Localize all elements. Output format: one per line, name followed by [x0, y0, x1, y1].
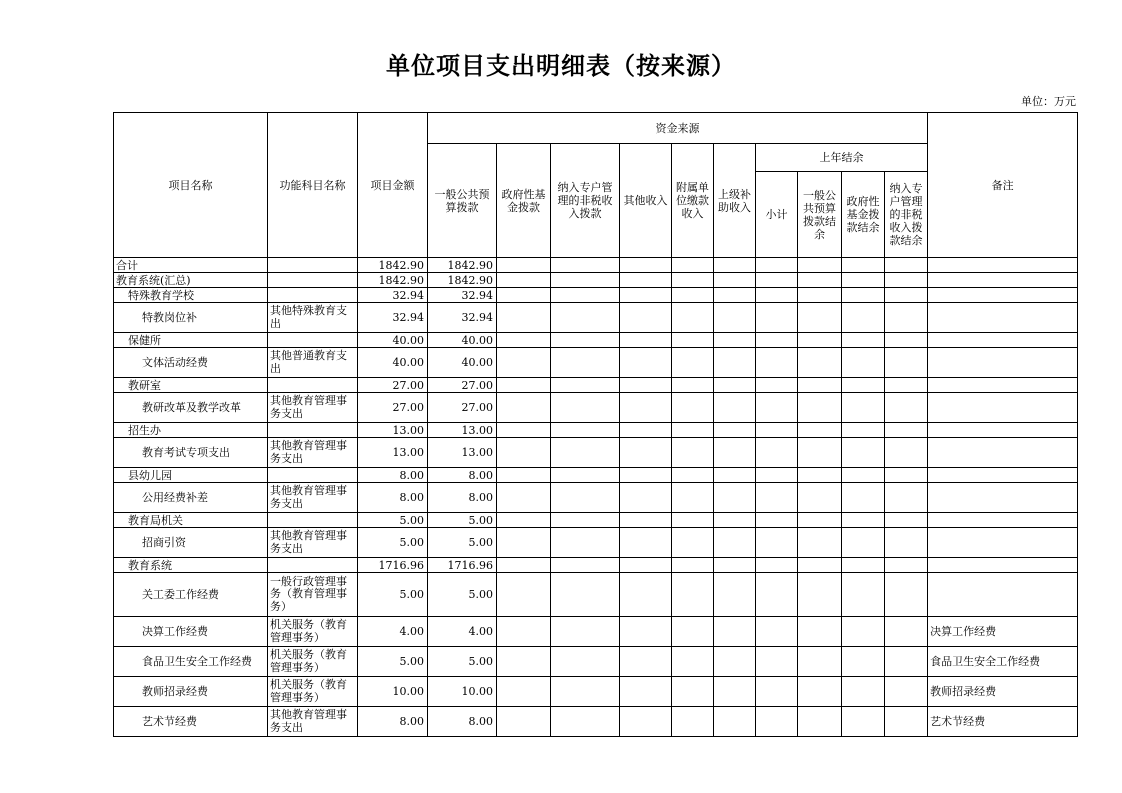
row-name: 教研室	[114, 378, 268, 393]
header-function-name: 功能科目名称	[268, 113, 358, 258]
table-row	[114, 573, 1078, 617]
table-row	[114, 348, 1078, 378]
header-prior-special: 纳入专户管理的非税收入拨款结余	[885, 172, 928, 258]
row-function: 机关服务（教育管理事务）	[268, 647, 358, 677]
table-row	[114, 677, 1078, 707]
row-function	[268, 258, 358, 273]
row-note	[928, 558, 1078, 573]
row-note	[928, 273, 1078, 288]
table-row	[114, 273, 1078, 288]
row-name: 关工委工作经费	[114, 573, 268, 617]
row-note	[928, 423, 1078, 438]
row-amount: 5.00	[358, 647, 428, 677]
row-note	[928, 333, 1078, 348]
expenditure-table	[113, 112, 1078, 737]
row-amount: 27.00	[358, 393, 428, 423]
row-general: 5.00	[428, 528, 497, 558]
row-name: 教研改革及教学改革	[114, 393, 268, 423]
row-function: 其他教育管理事务支出	[268, 707, 358, 737]
row-general: 5.00	[428, 513, 497, 528]
row-name: 教育系统	[114, 558, 268, 573]
row-general: 1842.90	[428, 258, 497, 273]
unit-label: 单位：万元	[1021, 95, 1076, 108]
row-name: 招生办	[114, 423, 268, 438]
row-general: 4.00	[428, 617, 497, 647]
table-row	[114, 288, 1078, 303]
row-general: 5.00	[428, 647, 497, 677]
row-name: 特教岗位补	[114, 303, 268, 333]
table-row	[114, 333, 1078, 348]
row-amount: 10.00	[358, 677, 428, 707]
row-general: 32.94	[428, 288, 497, 303]
row-general: 32.94	[428, 303, 497, 333]
row-amount: 1716.96	[358, 558, 428, 573]
row-note	[928, 468, 1078, 483]
table-row	[114, 528, 1078, 558]
row-general: 27.00	[428, 378, 497, 393]
row-note	[928, 288, 1078, 303]
row-function	[268, 333, 358, 348]
row-name: 公用经费补差	[114, 483, 268, 513]
header-prior-gov-fund: 政府性基金拨款结余	[842, 172, 885, 258]
page-title: 单位项目支出明细表（按来源）	[386, 52, 736, 80]
row-function: 机关服务（教育管理事务）	[268, 677, 358, 707]
header-general-public: 一般公共预算拨款	[428, 144, 497, 258]
row-name: 教育考试专项支出	[114, 438, 268, 468]
row-function: 其他特殊教育支出	[268, 303, 358, 333]
row-note	[928, 303, 1078, 333]
header-gov-fund: 政府性基金拨款	[497, 144, 551, 258]
table-row	[114, 707, 1078, 737]
row-amount: 5.00	[358, 528, 428, 558]
row-general: 40.00	[428, 333, 497, 348]
row-function	[268, 273, 358, 288]
row-note	[928, 393, 1078, 423]
header-amount: 项目金额	[358, 113, 428, 258]
table-row	[114, 438, 1078, 468]
row-note	[928, 258, 1078, 273]
header-superior-subsidy: 上级补助收入	[714, 144, 756, 258]
row-name: 艺术节经费	[114, 707, 268, 737]
row-function	[268, 288, 358, 303]
row-note: 教师招录经费	[928, 677, 1078, 707]
row-name: 县幼儿园	[114, 468, 268, 483]
row-amount: 40.00	[358, 348, 428, 378]
row-general: 13.00	[428, 423, 497, 438]
row-function: 其他教育管理事务支出	[268, 528, 358, 558]
table-row	[114, 378, 1078, 393]
row-amount: 8.00	[358, 707, 428, 737]
row-name: 招商引资	[114, 528, 268, 558]
row-name: 特殊教育学校	[114, 288, 268, 303]
header-affiliated: 附属单位缴款收入	[672, 144, 714, 258]
row-amount: 40.00	[358, 333, 428, 348]
row-function: 其他普通教育支出	[268, 348, 358, 378]
row-amount: 8.00	[358, 468, 428, 483]
row-note	[928, 438, 1078, 468]
header-other-income: 其他收入	[620, 144, 672, 258]
row-amount: 5.00	[358, 573, 428, 617]
row-amount: 27.00	[358, 378, 428, 393]
row-note	[928, 348, 1078, 378]
table-row	[114, 423, 1078, 438]
row-amount: 5.00	[358, 513, 428, 528]
row-general: 40.00	[428, 348, 497, 378]
row-note	[928, 528, 1078, 558]
row-amount: 13.00	[358, 438, 428, 468]
row-function: 机关服务（教育管理事务）	[268, 617, 358, 647]
table-row	[114, 303, 1078, 333]
header-project-name: 项目名称	[114, 113, 268, 258]
row-name: 文体活动经费	[114, 348, 268, 378]
row-general: 8.00	[428, 483, 497, 513]
row-name: 决算工作经费	[114, 617, 268, 647]
row-general: 1842.90	[428, 273, 497, 288]
row-function: 其他教育管理事务支出	[268, 483, 358, 513]
header-special-nontax: 纳入专户管理的非税收入拨款	[551, 144, 620, 258]
table-row	[114, 468, 1078, 483]
table-row	[114, 558, 1078, 573]
table-row	[114, 647, 1078, 677]
row-amount: 13.00	[358, 423, 428, 438]
row-amount: 32.94	[358, 288, 428, 303]
row-amount: 1842.90	[358, 258, 428, 273]
row-note: 艺术节经费	[928, 707, 1078, 737]
row-amount: 1842.90	[358, 273, 428, 288]
row-amount: 4.00	[358, 617, 428, 647]
header-prior-general: 一般公共预算拨款结余	[798, 172, 842, 258]
row-function: 其他教育管理事务支出	[268, 438, 358, 468]
row-general: 1716.96	[428, 558, 497, 573]
header-subtotal: 小计	[756, 172, 798, 258]
row-function	[268, 558, 358, 573]
table-row	[114, 393, 1078, 423]
table-row	[114, 617, 1078, 647]
row-name: 教师招录经费	[114, 677, 268, 707]
row-function	[268, 378, 358, 393]
row-general: 10.00	[428, 677, 497, 707]
header-remarks: 备注	[928, 113, 1078, 258]
table-row	[114, 483, 1078, 513]
row-name: 食品卫生安全工作经费	[114, 647, 268, 677]
table-row	[114, 258, 1078, 273]
row-general: 8.00	[428, 707, 497, 737]
row-note: 食品卫生安全工作经费	[928, 647, 1078, 677]
row-function: 其他教育管理事务支出	[268, 393, 358, 423]
row-name: 教育系统(汇总)	[114, 273, 268, 288]
row-note	[928, 378, 1078, 393]
row-general: 27.00	[428, 393, 497, 423]
row-general: 13.00	[428, 438, 497, 468]
row-note	[928, 483, 1078, 513]
row-name: 保健所	[114, 333, 268, 348]
row-function: 一般行政管理事务（教育管理事务）	[268, 573, 358, 617]
table-row	[114, 513, 1078, 528]
row-amount: 32.94	[358, 303, 428, 333]
row-function	[268, 513, 358, 528]
header-prior-year: 上年结余	[756, 144, 928, 172]
header-fund-source: 资金来源	[428, 113, 928, 144]
row-note	[928, 513, 1078, 528]
row-name: 教育局机关	[114, 513, 268, 528]
row-name: 合计	[114, 258, 268, 273]
row-note: 决算工作经费	[928, 617, 1078, 647]
row-general: 8.00	[428, 468, 497, 483]
row-function	[268, 468, 358, 483]
row-general: 5.00	[428, 573, 497, 617]
row-amount: 8.00	[358, 483, 428, 513]
row-note	[928, 573, 1078, 617]
row-function	[268, 423, 358, 438]
